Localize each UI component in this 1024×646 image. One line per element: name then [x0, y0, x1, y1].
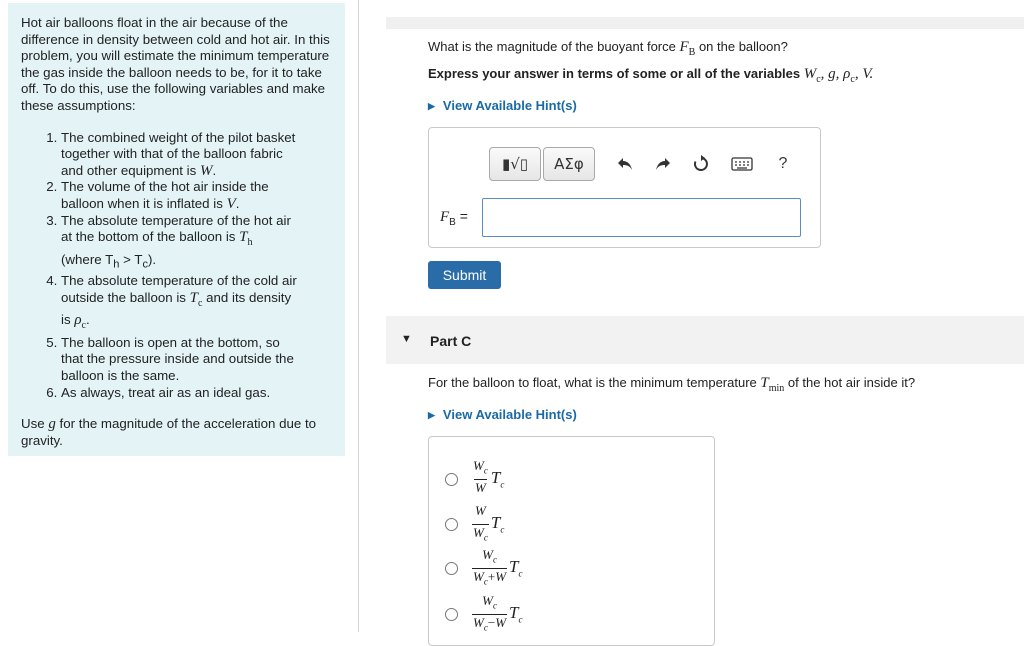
radio-button[interactable]: [445, 608, 458, 621]
answer-choices: [428, 436, 715, 646]
list-item: 1. The combined weight of the pilot basket together with that of the balloon fabric and other equipment is W.: [61, 130, 299, 180]
fraction: $\frac{W_c}{W_c-W}$: [473, 593, 507, 633]
radio-button[interactable]: [445, 562, 458, 575]
answer-box: [428, 127, 821, 248]
list-item: 6. As always, treat air as an ideal gas.: [61, 385, 299, 402]
assumptions-list: [21, 130, 299, 402]
caret-right-icon: ▶: [428, 101, 435, 111]
choice-option[interactable]: $\frac{W_c}{W_c+W}$ $T_c$: [445, 548, 523, 588]
choice-option[interactable]: $\frac{W_c}{W_c-W}$ $T_c$: [445, 594, 523, 634]
list-item: 2. The volume of the hot air inside the balloon when it is inflated is V.: [61, 179, 299, 212]
templates-button[interactable]: ▮√▯: [489, 147, 541, 181]
fb-input-label: $F_B$ =: [440, 208, 468, 228]
caret-right-icon: ▶: [428, 410, 435, 420]
fb-answer-input[interactable]: [482, 198, 801, 237]
help-button[interactable]: ?: [778, 155, 788, 172]
fraction: $\frac{W}{W_c}$: [473, 503, 488, 543]
keyboard-icon[interactable]: [729, 154, 755, 174]
submit-button[interactable]: Submit: [428, 261, 501, 289]
part-b-instructions: Express your answer in terms of some or all of the variables $W_c$, g, $\rho_c$, V.: [428, 66, 874, 85]
intro-paragraph: Hot air balloons float in the air because of the difference in density between cold and hot air. In this problem, you will estimate the minimum temperature the gas inside the balloon needs to be, for it to take off. To do this, use the following variables and make these assumptions:: [21, 15, 330, 113]
part-c-title: Part C: [430, 333, 472, 349]
math-toolbar: [489, 146, 793, 182]
part-c-header[interactable]: [386, 316, 1024, 364]
gravity-note: Use g for the magnitude of the acceleration due to gravity.: [21, 416, 317, 448]
undo-icon[interactable]: [615, 154, 635, 174]
redo-icon[interactable]: [653, 154, 673, 174]
part-b-hint-link[interactable]: ▶ View Available Hint(s): [428, 98, 577, 113]
fraction: $\frac{W_c}{W}$: [472, 459, 489, 499]
reset-icon[interactable]: [691, 154, 711, 174]
choice-option[interactable]: $\frac{W_c}{W}$ $T_c$: [445, 459, 504, 499]
radio-button[interactable]: [445, 518, 458, 531]
part-c-hint-link[interactable]: ▶ View Available Hint(s): [428, 407, 577, 422]
part-b-question: What is the magnitude of the buoyant force $F_B$ on the balloon?: [428, 39, 788, 58]
list-item: 5. The balloon is open at the bottom, so that the pressure inside and outside the balloon is the same.: [61, 335, 299, 385]
radio-button[interactable]: [445, 473, 458, 486]
caret-down-icon: ▼: [401, 333, 412, 345]
part-b-header-strip: [386, 17, 1024, 29]
list-item: 4. The absolute temperature of the cold air outside the balloon is $T_c$ and its density is $\rho_c$.: [61, 273, 299, 335]
greek-symbols-button[interactable]: ΑΣφ: [543, 147, 595, 181]
panel-divider: [358, 0, 359, 632]
part-c-question: For the balloon to float, what is the minimum temperature $T_{min}$ of the hot air inside it?: [428, 375, 916, 394]
list-item: 3. The absolute temperature of the hot air at the bottom of the balloon is $T_h$ (where $T_h > T_c$).: [61, 213, 299, 273]
intro-panel: [8, 3, 345, 456]
fraction: $\frac{W_c}{W_c+W}$: [473, 547, 507, 587]
choice-option[interactable]: $\frac{W}{W_c}$ $T_c$: [445, 504, 504, 544]
